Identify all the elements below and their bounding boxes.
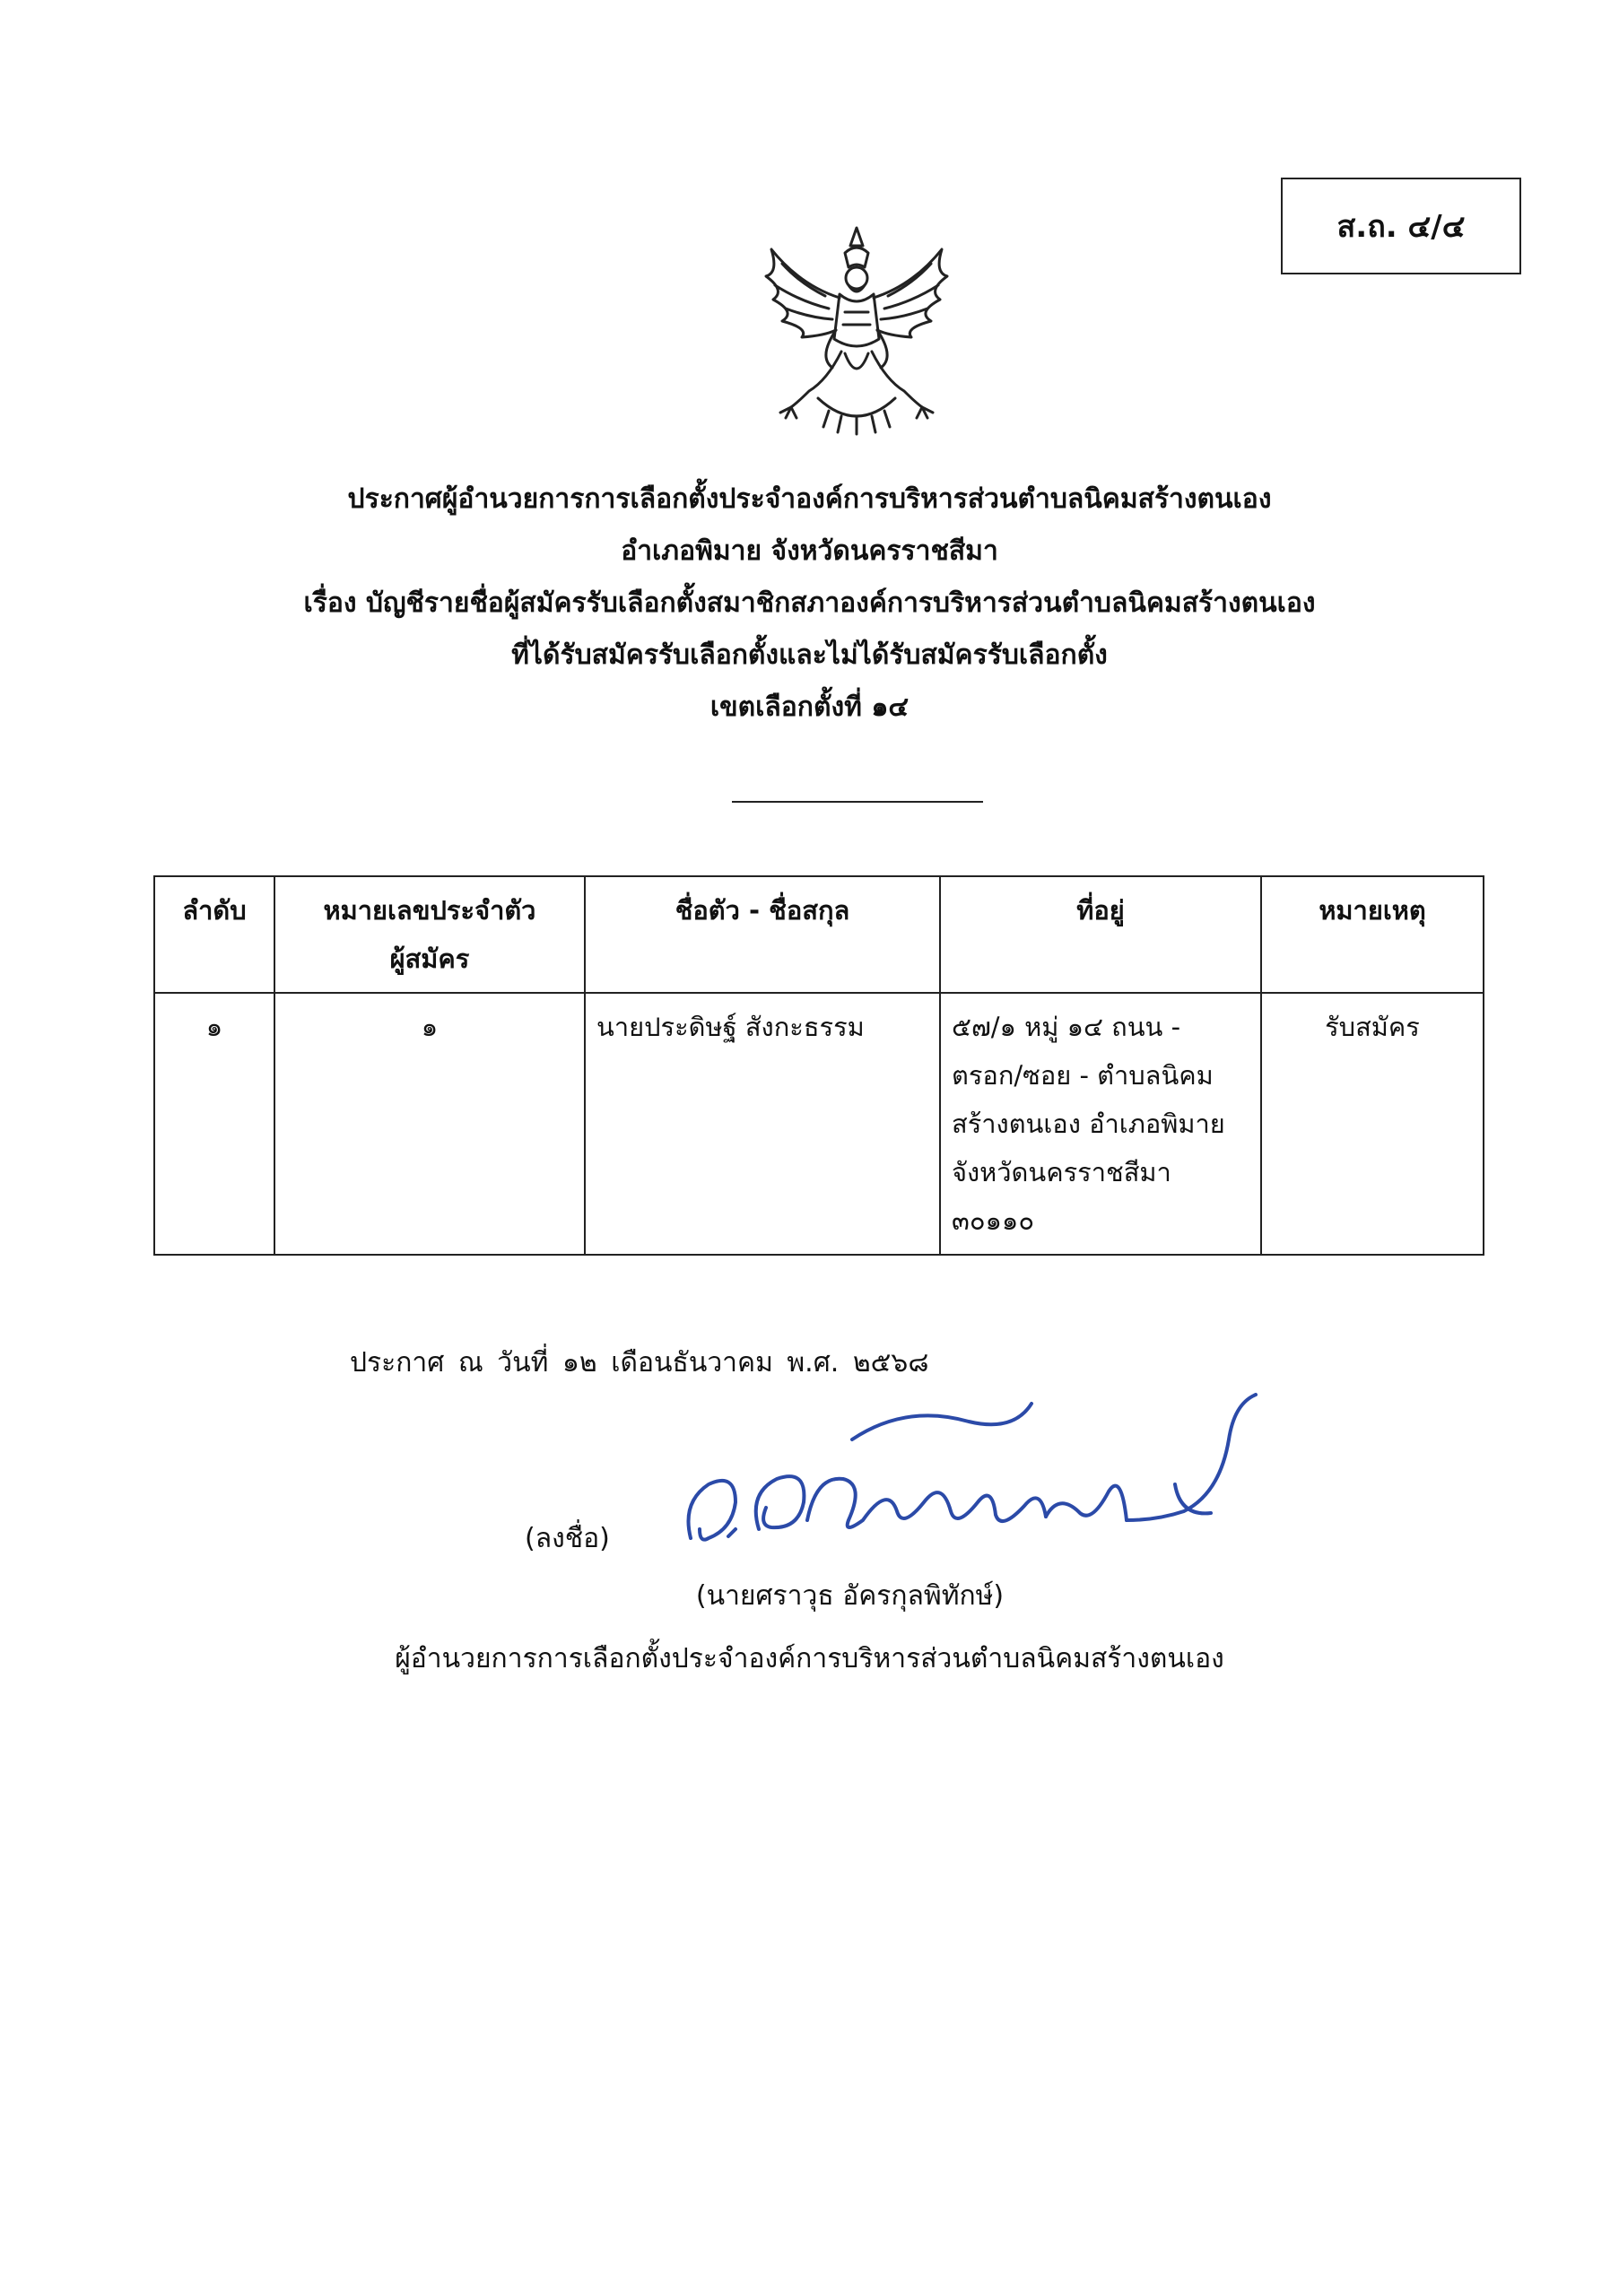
handwritten-signature (673, 1386, 1283, 1574)
header-candidate-number-line-1: หมายเลขประจำตัว (323, 895, 536, 926)
header-candidate-number-line-2: ผู้สมัคร (389, 944, 470, 974)
cell-address (940, 993, 1261, 1255)
candidates-table (153, 875, 1484, 1256)
heading-line-2: อำเภอพิมาย จังหวัดนครราชสีมา (621, 535, 998, 567)
address-line-4: จังหวัดนครราชสีมา (952, 1157, 1171, 1187)
cell-candidate-number: ๑ (274, 993, 585, 1255)
header-name: ชื่อตัว - ชื่อสกุล (585, 876, 940, 993)
heading-line-5: เขตเลือกตั้งที่ ๑๔ (709, 691, 910, 723)
address-line-3: สร้างตนเอง อำเภอพิมาย (952, 1109, 1225, 1139)
header-no: ลำดับ (154, 876, 274, 993)
announce-date: ประกาศ ณ วันที่ ๑๒ เดือนธันวาคม พ.ศ. ๒๕๖๘ (350, 1347, 929, 1378)
table-header-row (154, 876, 1484, 993)
heading-line-3: เรื่อง บัญชีรายชื่อผู้สมัครรับเลือกตั้งสมาชิกสภาองค์การบริหารส่วนตำบลนิคมสร้างตนเอง (303, 587, 1316, 619)
cell-no: ๑ (154, 993, 274, 1255)
heading-line-4: ที่ได้รับสมัครรับเลือกตั้งและไม่ได้รับสมัครรับเลือกตั้ง (511, 639, 1108, 671)
cell-name: นายประดิษฐ์ สังกะธรรม (585, 993, 940, 1255)
signed-label: (ลงชื่อ) (525, 1523, 610, 1554)
header-candidate-number (274, 876, 585, 993)
header-remark: หมายเหตุ (1261, 876, 1484, 993)
signer-name: (นายศราวุธ อัครกุลพิทักษ์) (695, 1580, 1005, 1612)
header-address: ที่อยู่ (940, 876, 1261, 993)
form-code-box (1281, 178, 1521, 274)
heading-line-1: ประกาศผู้อำนวยการการเลือกตั้งประจำองค์การบริหารส่วนตำบลนิคมสร้างตนเอง (347, 483, 1272, 515)
heading-divider (732, 801, 983, 803)
table-row (154, 993, 1484, 1255)
cell-remark: รับสมัคร (1261, 993, 1484, 1255)
garuda-emblem-icon (755, 222, 958, 438)
announcement-heading (0, 474, 1619, 734)
address-line-2: ตรอก/ซอย - ตำบลนิคม (952, 1060, 1214, 1091)
address-line-1: ๕๗/๑ หมู่ ๑๔ ถนน - (952, 1012, 1181, 1042)
form-code: ส.ถ. ๔/๔ (1336, 209, 1466, 245)
signer-title: ผู้อำนวยการการเลือกตั้งประจำองค์การบริหารส่วนตำบลนิคมสร้างตนเอง (395, 1643, 1224, 1674)
address-line-5: ๓๐๑๑๐ (952, 1205, 1035, 1236)
